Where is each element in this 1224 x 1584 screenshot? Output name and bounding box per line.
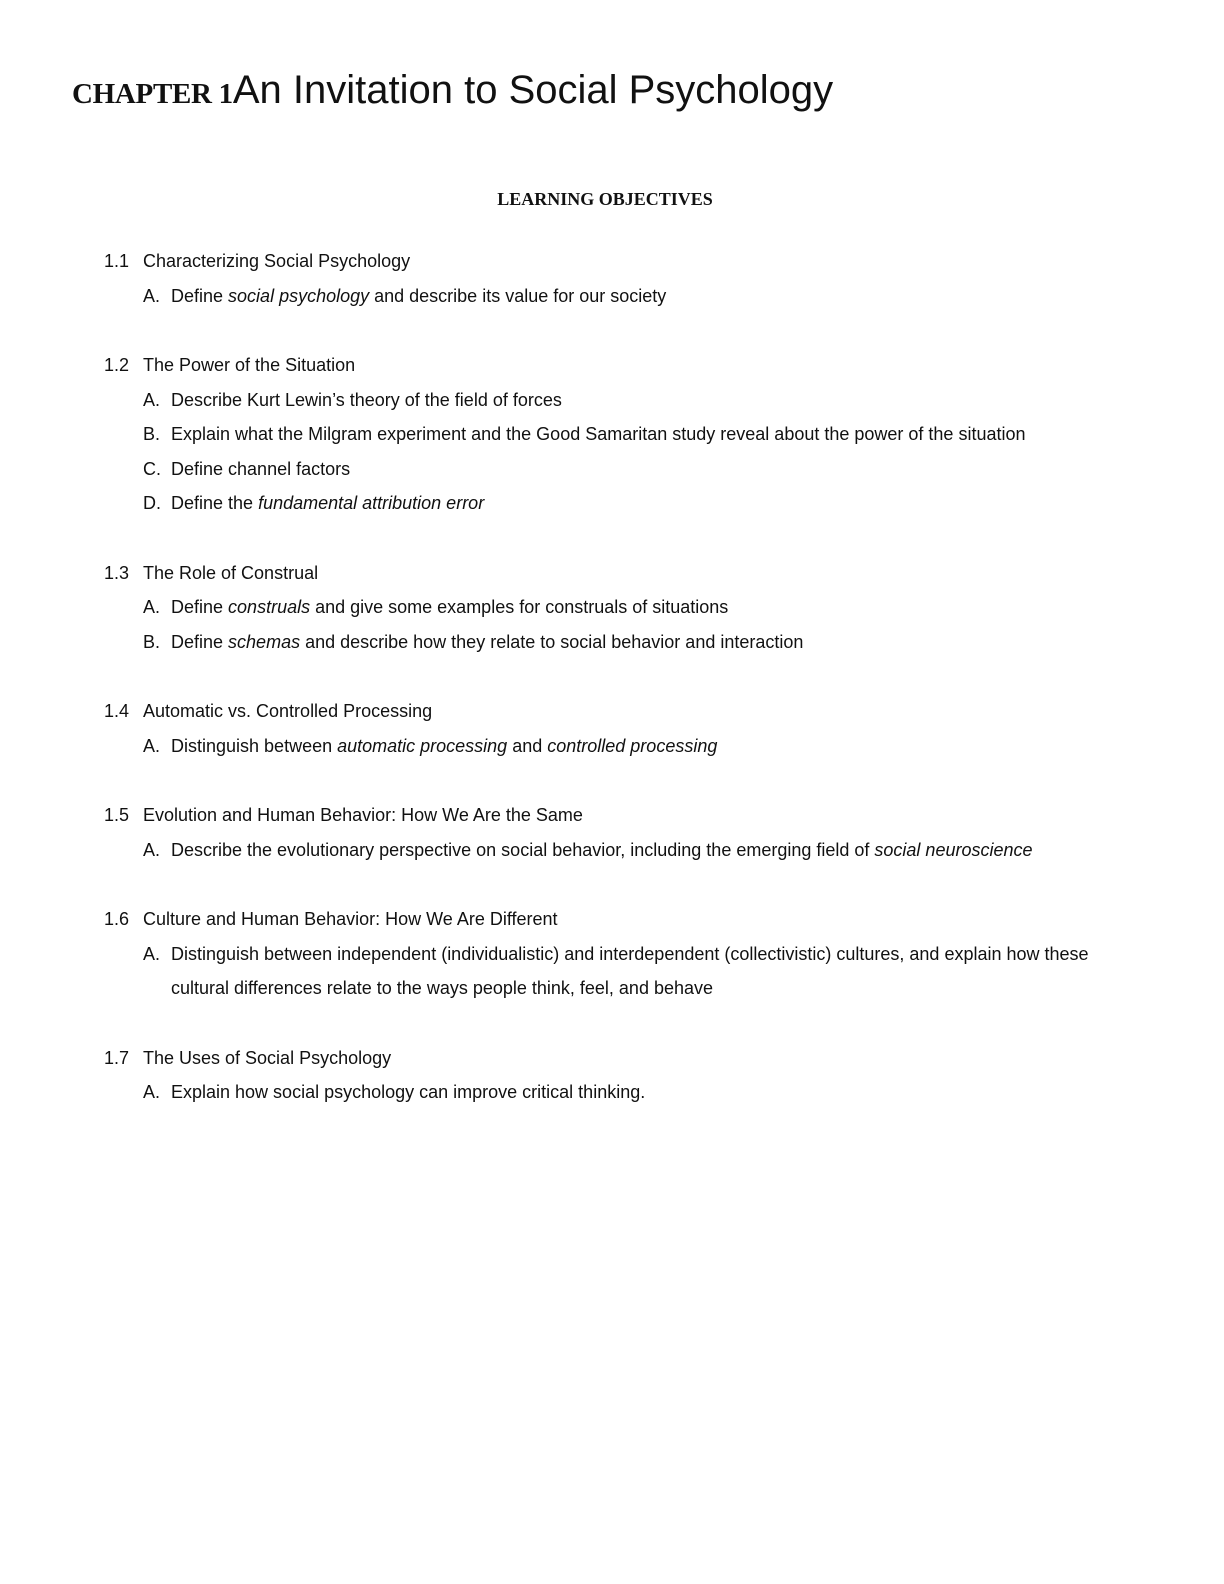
objective-item bbox=[143, 1075, 1144, 1110]
objective-section bbox=[104, 348, 1144, 521]
item-text bbox=[171, 729, 1144, 764]
item-text bbox=[171, 937, 1144, 1006]
item-text-plain: Describe Kurt Lewin’s theory of the field of forces bbox=[171, 389, 562, 410]
item-letter: A. bbox=[143, 839, 161, 860]
item-text-plain: Distinguish between bbox=[171, 735, 338, 756]
objective-item bbox=[143, 625, 1144, 660]
item-text-emphasis: automatic processing bbox=[337, 735, 508, 756]
objective-section bbox=[104, 902, 1144, 1006]
item-text-emphasis: fundamental attribution error bbox=[258, 493, 485, 513]
item-text-emphasis: schemas bbox=[228, 631, 301, 652]
section-heading bbox=[104, 798, 1144, 833]
item-letter: A. bbox=[143, 285, 161, 306]
section-title: Characterizing Social Psychology bbox=[143, 251, 411, 271]
section-title: The Role of Construal bbox=[143, 562, 319, 583]
section-title: Automatic vs. Controlled Processing bbox=[143, 701, 433, 721]
section-number: 1.3 bbox=[104, 562, 130, 583]
objective-item bbox=[143, 279, 1144, 314]
objective-section bbox=[104, 244, 1144, 313]
section-title: Evolution and Human Behavior: How We Are the Same bbox=[143, 805, 583, 825]
item-text bbox=[171, 590, 1144, 625]
objective-item bbox=[143, 833, 1144, 868]
section-number: 1.7 bbox=[104, 1047, 130, 1068]
section-heading bbox=[104, 244, 1144, 279]
section-number: 1.5 bbox=[104, 805, 130, 825]
objective-item bbox=[143, 417, 1144, 452]
objectives-list bbox=[104, 244, 1144, 1145]
item-text-plain: Describe the evolutionary perspective on social behavior, including the emerging field of bbox=[171, 839, 875, 860]
section-number: 1.4 bbox=[104, 701, 130, 721]
item-text-emphasis: social neuroscience bbox=[874, 839, 1033, 860]
item-letter: A. bbox=[143, 735, 161, 756]
item-letter: B. bbox=[143, 631, 161, 652]
section-title: The Power of the Situation bbox=[143, 355, 356, 375]
item-text bbox=[171, 833, 1144, 868]
section-title: Culture and Human Behavior: How We Are Different bbox=[143, 909, 558, 929]
item-text bbox=[171, 383, 1144, 418]
chapter-label: CHAPTER 1 bbox=[72, 78, 233, 110]
objective-item bbox=[143, 486, 1144, 521]
item-letter: A. bbox=[143, 943, 161, 964]
objective-item bbox=[143, 937, 1144, 1006]
item-text-emphasis: controlled processing bbox=[547, 735, 718, 756]
item-letter: C. bbox=[143, 458, 161, 479]
item-text bbox=[171, 486, 1144, 521]
item-text-plain: Define bbox=[171, 597, 229, 617]
item-letter: A. bbox=[143, 597, 161, 617]
section-number: 1.1 bbox=[104, 251, 130, 271]
item-text bbox=[171, 1075, 1144, 1110]
section-heading bbox=[104, 902, 1144, 937]
objective-item bbox=[143, 729, 1144, 764]
item-text-plain: and give some examples for construals of situations bbox=[310, 597, 729, 617]
objective-section bbox=[104, 694, 1144, 763]
objective-item bbox=[143, 452, 1144, 487]
item-text-plain: and describe its value for our society bbox=[369, 285, 667, 306]
section-heading bbox=[104, 556, 1144, 591]
section-title: The Uses of Social Psychology bbox=[143, 1047, 392, 1068]
item-letter: D. bbox=[143, 493, 161, 513]
section-heading bbox=[104, 1041, 1144, 1076]
item-text bbox=[171, 452, 1144, 487]
objective-section bbox=[104, 556, 1144, 660]
item-text-plain: and describe how they relate to social behavior and interaction bbox=[300, 631, 804, 652]
item-text-emphasis: social psychology bbox=[228, 285, 370, 306]
section-heading bbox=[104, 348, 1144, 383]
item-text-plain: Define the bbox=[171, 493, 259, 513]
item-text-plain: Distinguish between independent (individualistic) and interdependent (collectivistic) cultures, and explain how these cultural differences relate to the ways people think, feel, and behave bbox=[171, 943, 1089, 998]
objective-section bbox=[104, 798, 1144, 867]
item-text bbox=[171, 279, 1144, 314]
item-text-emphasis: construals bbox=[228, 597, 311, 617]
section-heading bbox=[104, 694, 1144, 729]
chapter-title bbox=[72, 70, 833, 110]
item-text bbox=[171, 625, 1144, 660]
item-text bbox=[171, 417, 1144, 452]
chapter-name: An Invitation to Social Psychology bbox=[232, 68, 834, 112]
item-text-plain: Define bbox=[171, 285, 229, 306]
item-letter: B. bbox=[143, 424, 161, 444]
section-number: 1.2 bbox=[104, 355, 130, 375]
item-text-plain: Define channel factors bbox=[171, 458, 351, 479]
item-text-plain: Explain what the Milgram experiment and the Good Samaritan study reveal about the power of the situation bbox=[171, 424, 1026, 444]
item-text-plain: Explain how social psychology can improve critical thinking. bbox=[171, 1082, 646, 1102]
objective-item bbox=[143, 383, 1144, 418]
item-letter: A. bbox=[143, 1082, 161, 1102]
item-text-plain: and bbox=[507, 735, 548, 756]
learning-objectives-heading: LEARNING OBJECTIVES bbox=[497, 189, 713, 209]
item-letter: A. bbox=[143, 389, 161, 410]
objective-item bbox=[143, 590, 1144, 625]
section-number: 1.6 bbox=[104, 909, 130, 929]
objective-section bbox=[104, 1041, 1144, 1110]
item-text-plain: Define bbox=[171, 631, 229, 652]
